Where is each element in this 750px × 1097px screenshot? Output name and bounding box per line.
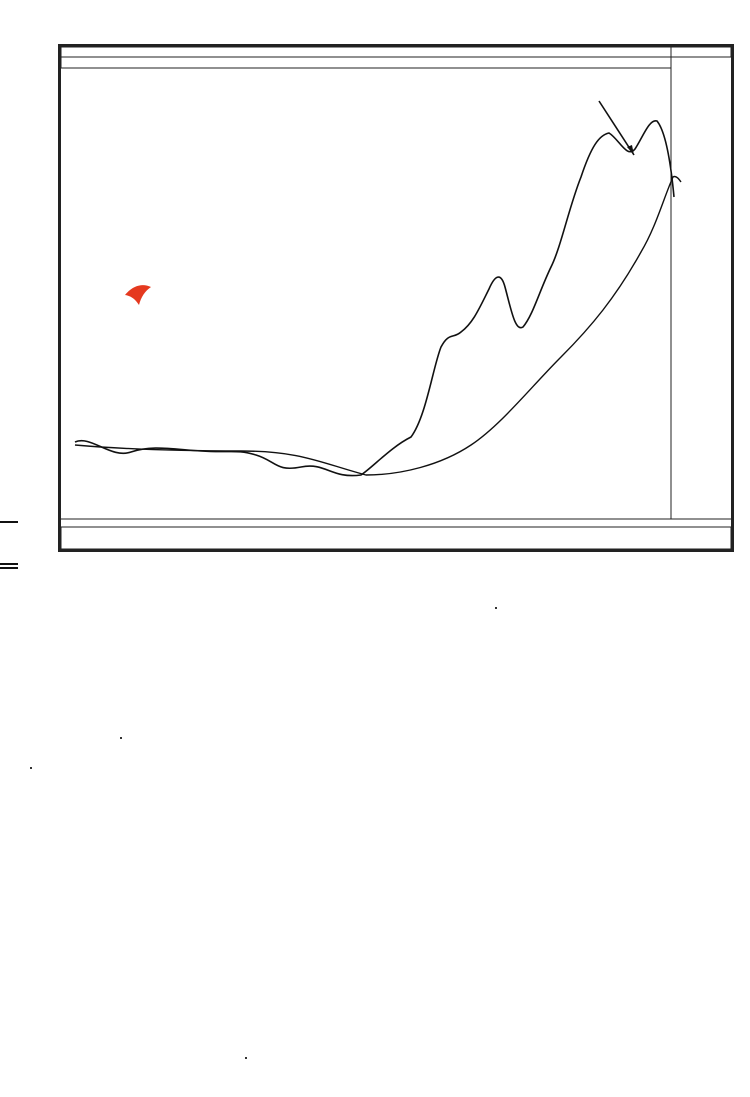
fast-moving-average-line xyxy=(75,121,674,476)
price-chart xyxy=(58,44,734,552)
scan-speck xyxy=(495,607,497,609)
scan-speck xyxy=(120,737,122,739)
chart-svg xyxy=(61,47,731,549)
page-edge-marks xyxy=(0,520,18,570)
scan-speck xyxy=(30,767,32,769)
slow-moving-average-line xyxy=(75,176,681,475)
site-watermark-logo xyxy=(125,285,151,305)
scan-speck xyxy=(245,1057,247,1059)
